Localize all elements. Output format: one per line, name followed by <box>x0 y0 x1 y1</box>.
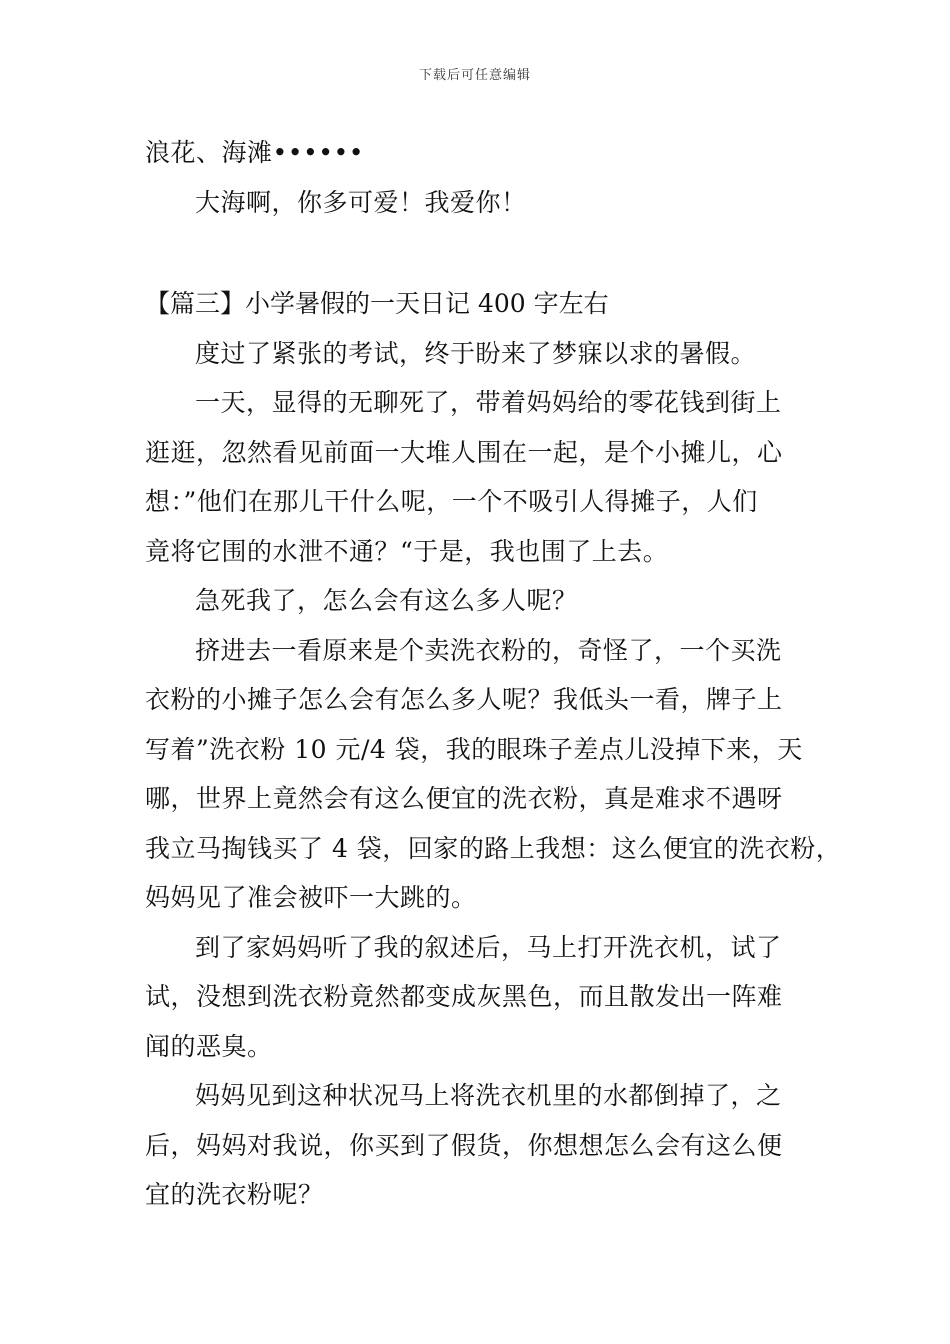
paragraph <box>145 1071 825 1220</box>
text-line: 急死我了，怎么会有这么多人呢？ <box>195 586 578 615</box>
text-line: 写着”洗衣粉 10 元/4 袋，我的眼珠子差点儿没掉下来，天 <box>145 734 803 764</box>
heading-line: 【篇三】小学暑假的一天日记 400 字左右 <box>145 289 609 318</box>
text-line: 挤进去一看原来是个卖洗衣粉的，奇怪了，一个买洗 <box>195 635 782 665</box>
text-line: 闻的恶臭。 <box>145 1031 273 1061</box>
page-header: 下载后可任意编辑 <box>418 68 531 83</box>
document-body <box>145 128 842 1220</box>
text-line: 度过了紧张的考试，终于盼来了梦寐以求的暑假。 <box>195 338 757 368</box>
paragraph <box>145 626 842 923</box>
text-line: 我立马掏钱买了 4 袋，回家的路上我想：这么便宜的洗衣粉， <box>145 833 842 863</box>
text-line: 哪，世界上竟然会有这么便宜的洗衣粉，真是难求不遇呀 <box>145 784 783 813</box>
paragraph <box>145 128 825 178</box>
text-line: 想：”他们在那儿干什么呢，一个不吸引人得摊子，人们 <box>145 487 758 516</box>
text-line: 后，妈妈对我说，你买到了假货，你想想怎么会有这么便 <box>145 1130 783 1160</box>
text-line: 衣粉的小摊子怎么会有怎么多人呢？我低头一看，牌子上 <box>145 685 783 714</box>
text-line: 逛逛，忽然看见前面一大堆人围在一起，是个小摊儿，心 <box>145 437 783 467</box>
text-line: 一天，显得的无聊死了，带着妈妈给的零花钱到街上 <box>195 388 782 417</box>
paragraph <box>145 178 825 228</box>
section-heading <box>145 279 825 329</box>
text-line: 妈妈见了准会被吓一大跳的。 <box>145 883 477 912</box>
text-line: 大海啊，你多可爱！我爱你！ <box>195 187 527 217</box>
text-line: 竟将它围的水泄不通？“于是，我也围了上去。 <box>145 536 669 566</box>
text-line: 到了家妈妈听了我的叙述后，马上打开洗衣机，试了 <box>195 932 782 962</box>
paragraph <box>145 923 825 1072</box>
text-line: 浪花、海滩•••••• <box>145 138 364 167</box>
section-gap <box>145 227 825 279</box>
paragraph <box>145 576 825 626</box>
text-line: 试，没想到洗衣粉竟然都变成灰黑色，而且散发出一阵难 <box>145 982 783 1011</box>
text-line: 宜的洗衣粉呢？ <box>145 1180 324 1209</box>
paragraph <box>145 329 825 379</box>
paragraph <box>145 378 825 576</box>
text-line: 妈妈见到这种状况马上将洗衣机里的水都倒掉了，之 <box>195 1081 782 1110</box>
